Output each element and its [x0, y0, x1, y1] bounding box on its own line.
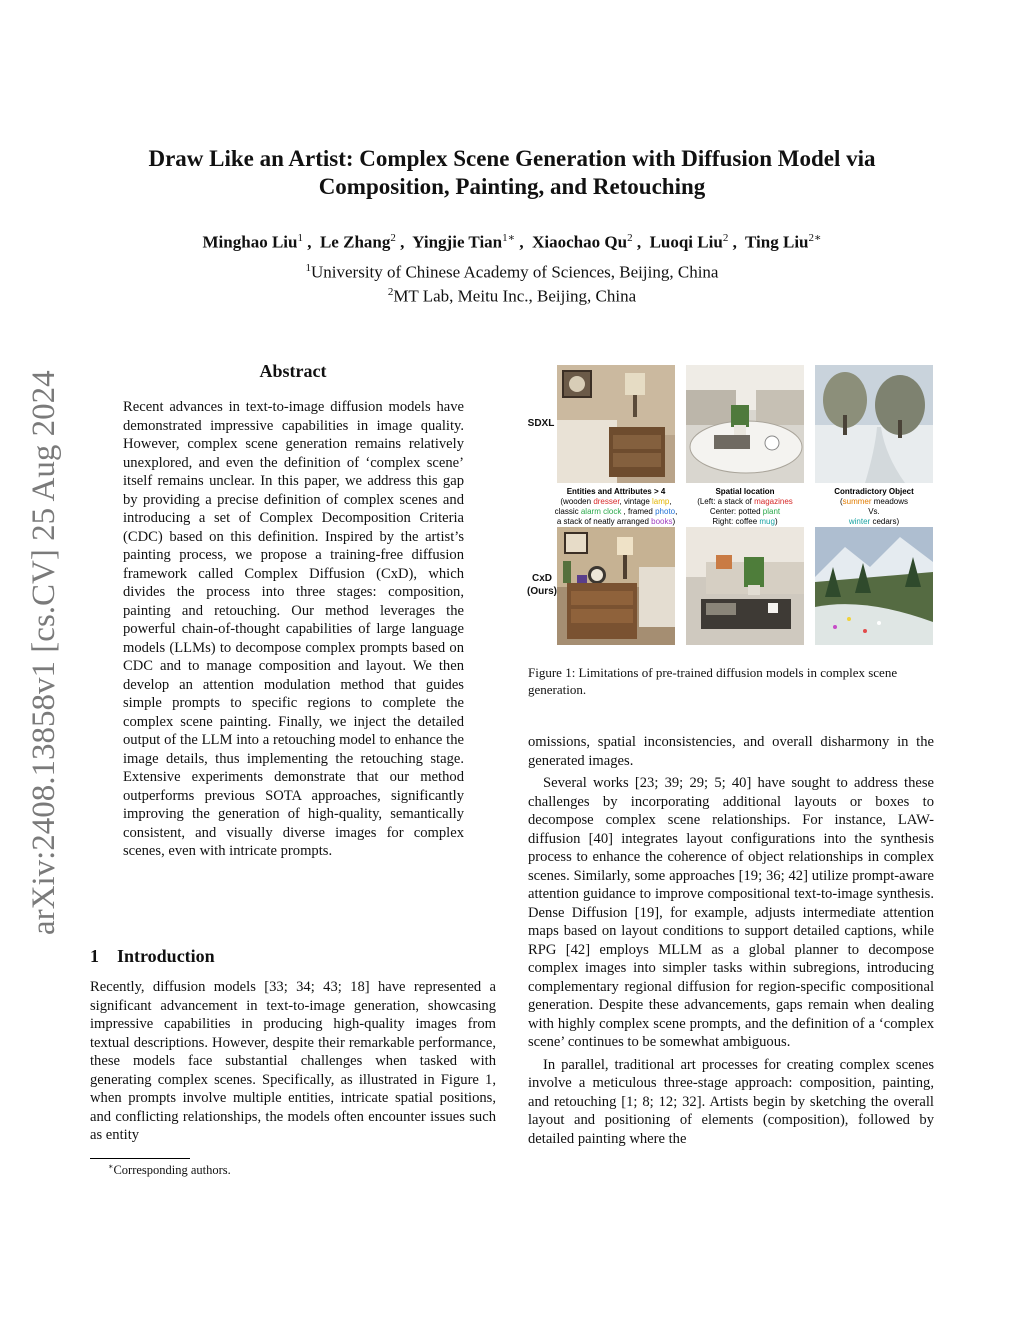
affil-text: MT Lab, Meitu Inc., Beijing, China — [393, 286, 637, 306]
row-label-sdxl: SDXL — [527, 418, 555, 429]
author-name: Yingjie Tian — [412, 232, 503, 252]
caption-text: , — [669, 497, 672, 506]
caption-text: Center: potted — [709, 507, 763, 516]
author-affil-mark: 2 — [627, 232, 633, 244]
author-affil-mark: 2 — [722, 232, 729, 244]
column-line — [552, 507, 680, 517]
caption-text: ) — [774, 517, 778, 526]
figure-column-caption-3 — [812, 487, 936, 527]
keyword-lamp: lamp — [652, 497, 670, 506]
caption-text: (wooden — [560, 497, 594, 506]
caption-text: Vs. — [868, 507, 880, 516]
keyword-photo: photo — [655, 507, 676, 516]
column-title: Entities and Attributes > 4 — [566, 487, 666, 496]
sdxl-bedroom-image — [557, 365, 675, 483]
sdxl-living-room-image — [686, 365, 804, 483]
intro-paragraph: Recently, diffusion models [33; 34; 43; 18] have represented a significant advancement in text-to-image generation, showcasing impressive capabilities in producing high-quality images from textual descriptions. However, despite their remarkable performance, these models face substantial challenges when tasked with generating complex scenes. Specifically, as illustrated in Figure 1, when prompts involve multiple entities, intricate spatial positions, and conflicting relationships, the models often encounter issues such as entity — [90, 979, 496, 1143]
footnote-text: Corresponding authors. — [113, 1163, 231, 1178]
keyword-summer: summer — [842, 497, 872, 506]
paper-title — [0, 145, 1024, 201]
author-affil-mark: 2 — [390, 232, 396, 244]
keyword-alarm-clock: alarm clock — [580, 507, 622, 516]
title-line-1: Draw Like an Artist: Complex Scene Generation with Diffusion Model via — [148, 146, 876, 171]
column-title: Spatial location — [715, 487, 775, 496]
row-label-ours: (Ours) — [527, 586, 557, 597]
keyword-dresser: dresser — [593, 497, 620, 506]
figure-column-caption-1 — [552, 487, 680, 527]
author-name: Le Zhang — [319, 232, 391, 252]
caption-text: (Left: a stack of — [697, 497, 755, 506]
column-line — [812, 517, 936, 527]
affiliation-2 — [0, 286, 1024, 307]
column-line — [684, 497, 806, 507]
keyword-magazines: magazines — [754, 497, 793, 506]
figure-caption: Figure 1: Limitations of pre-trained diffusion models in complex scene generation. — [528, 665, 898, 697]
caption-text: classic — [554, 507, 581, 516]
caption-text: Right: coffee — [712, 517, 760, 526]
caption-text: cedars) — [870, 517, 900, 526]
sdxl-winter-field-image — [815, 365, 933, 483]
column-title: Contradictory Object — [834, 487, 914, 496]
abstract-heading: Abstract — [259, 361, 327, 381]
keyword-mug: mug — [759, 517, 775, 526]
section-number: 1 — [90, 946, 99, 966]
column-line — [684, 517, 806, 527]
caption-text: ( — [839, 497, 843, 506]
figure-column-caption-2 — [684, 487, 806, 527]
author-affil-mark: 1∗ — [502, 232, 516, 244]
column-line — [552, 517, 680, 527]
affil-mark: 1 — [305, 262, 312, 274]
column-line — [684, 507, 806, 517]
author-name: Luoqi Liu — [649, 232, 723, 252]
row-label-cxd: CxD — [531, 573, 552, 584]
paragraph: Several works [23; 39; 29; 5; 40] have sought to address these challenges by incorporating additional layouts or boxes to decompose complex scene relationships. For instance, LAW-diffusion [40] integrates layout configurations into the synthesis process to enhance the coherence of object relationships in complex scenes. Similarly, some approaches [19; 36; 42] utilize prompt-aware attention guidance to improve compositional text-to-image synthesis. Dense Diffusion [19], for example, adjusts intermediate attention maps based on layout conditions to support detailed captions, while RPG [42] employs MLLM as a global planner to decompose complex images into simpler tasks within subregions, introducing complementary regional diffusion for region-specific compositional generation. Despite these advancements, gaps remain when dealing with highly complex scene prompts, and the definition of a ‘complex scene’ continues to be somewhat ambiguous. — [528, 775, 934, 1050]
column-line — [812, 507, 936, 517]
abstract-body: Recent advances in text-to-image diffusion models have demonstrated impressive capabilities in image quality. However, complex scene generation remains relatively unexplored, and even the definition of ‘complex scene’ itself remains unclear. In this paper, we address this gap by providing a precise definition of complex scenes and introducing a set of Complex Decomposition Criteria (CDC) based on this definition. Inspired by the artist’s painting process, we propose a training-free diffusion framework called Complex Diffusion (CxD), which divides the process into three stages: composition, painting and retouching. Our method leverages the powerful chain-of-thought capabilities of large language models (LLMs) to decompose complex prompts based on CDC and to manage composition and layout. We then develop an attention modulation method that guides simple prompts to specific regions to complete the complex scene painting. Finally, we inject the detailed output of the LLM into a retouching model to enhance the image details, thus implementing the retouching stage. Extensive experiments demonstrate that our method outperforms previous SOTA approaches, significantly improving the generation of high-quality, semantically consistent, and visually diverse images for complex scenes, even with intricate prompts. — [123, 399, 464, 859]
section-title: Introduction — [117, 946, 215, 966]
caption-text: ) — [672, 517, 676, 526]
caption-text: a stack of neatly arranged — [556, 517, 652, 526]
paragraph: In parallel, traditional art processes for creating complex scenes involve a meticulous three-stage approach: composition, painting, and retouching [1; 8; 12; 32]. Artists begin by sketching the overall layout and positioning of elements (composition), followed by detailed painting where the — [528, 1056, 934, 1147]
footnote — [108, 1162, 231, 1178]
author-name: Xiaochao Qu — [532, 232, 628, 252]
author-name: Minghao Liu — [202, 232, 298, 252]
author-affil-mark: 2∗ — [808, 232, 822, 244]
cxd-bedroom-image — [557, 527, 675, 645]
footnote-rule — [90, 1158, 190, 1159]
affiliation-1 — [0, 262, 1024, 283]
section-heading — [90, 946, 215, 967]
footnote-mark: ∗ — [108, 1162, 114, 1171]
right-column-body — [528, 733, 934, 1148]
arxiv-side-label: arXiv:2408.13858v1 [cs.CV] 25 Aug 2024 — [26, 370, 62, 935]
author-list: Minghao Liu$^1$ , Le Zhang$^2$ , Yingjie Tian$^{1∗}$ , Xiaochao Qu$^2$ , Luoqi Liu$^2$ , Ting Liu$^{2∗}$ — [202, 232, 822, 252]
author-name: Ting Liu — [745, 232, 809, 252]
affil-text: University of Chinese Academy of Sciences, Beijing, China — [311, 262, 719, 282]
paragraph: omissions, spatial inconsistencies, and overall disharmony in the generated images. — [528, 734, 934, 769]
cxd-meadow-winter-image — [815, 527, 933, 645]
title-line-2: Composition, Painting, and Retouching — [318, 174, 706, 199]
caption-text: , — [675, 507, 678, 516]
affil-mark: 2 — [387, 286, 394, 298]
caption-text: , vintage — [619, 497, 653, 506]
column-line — [552, 497, 680, 507]
keyword-plant: plant — [762, 507, 781, 516]
caption-text: , framed — [621, 507, 656, 516]
keyword-winter: winter — [848, 517, 871, 526]
keyword-books: books — [651, 517, 673, 526]
caption-text: meadows — [871, 497, 909, 506]
column-line — [812, 497, 936, 507]
author-affil-mark: 1 — [297, 232, 303, 244]
cxd-living-room-image — [686, 527, 804, 645]
